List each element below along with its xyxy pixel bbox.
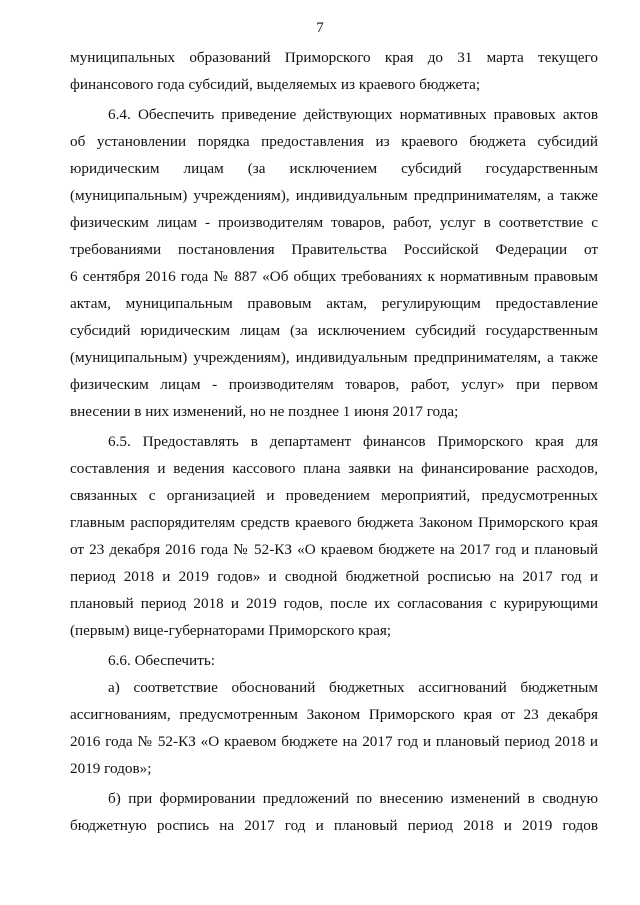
text-line: внесении в них изменений, но не позднее 1 июня 2017 года;: [70, 403, 459, 420]
text-line: плановый период 2018 и 2019 годов, после их согласования с курирующими: [70, 595, 598, 612]
text-line: физическим лицам - производителям товаров, работ, услуг» при первом: [70, 376, 598, 393]
text-line: актам, муниципальным правовым актам, регулирующим предоставление: [70, 295, 598, 312]
text-line: составления и ведения кассового плана заявки на финансирование расходов,: [70, 460, 598, 477]
text-line: 6.5. Предоставлять в департамент финансов Приморского края для: [108, 433, 598, 450]
text-line: период 2018 и 2019 годов» и сводной бюджетной росписью на 2017 год и: [70, 568, 598, 585]
text-line: 6.6. Обеспечить:: [108, 652, 215, 669]
text-line: физическим лицам - производителям товаров, работ, услуг в соответствие с: [70, 214, 598, 231]
text-line: юридическим лицам (за исключением субсидий государственным: [70, 160, 598, 177]
text-line: ассигнованиям, предусмотренным Законом Приморского края от 23 декабря: [70, 706, 598, 723]
text-line: об установлении порядка предоставления из краевого бюджета субсидий: [70, 133, 598, 150]
text-line: (муниципальным) учреждениям), индивидуальным предпринимателям, а также: [70, 349, 598, 366]
text-line: (первым) вице-губернаторами Приморского края;: [70, 622, 392, 639]
text-line: муниципальных образований Приморского края до 31 марта текущего: [70, 49, 598, 66]
text-line: 2019 годов»;: [70, 760, 152, 777]
text-line: субсидий юридическим лицам (за исключением субсидий государственным: [70, 322, 598, 339]
document-body: [70, 44, 598, 839]
text-line: 2016 года № 52-КЗ «О краевом бюджете на 2017 год и плановый период 2018 и: [70, 733, 598, 750]
text-line: главным распорядителям средств краевого бюджета Законом Приморского края: [70, 514, 598, 531]
text-line: (муниципальным) учреждениям), индивидуальным предпринимателям, а также: [70, 187, 598, 204]
text-line: 6 сентября 2016 года № 887 «Об общих требованиях к нормативным правовым: [70, 268, 598, 285]
text-line: бюджетную роспись на 2017 год и плановый период 2018 и 2019 годов: [70, 817, 598, 834]
text-line: а) соответствие обоснований бюджетных ассигнований бюджетным: [108, 679, 598, 696]
text-line: от 23 декабря 2016 года № 52-КЗ «О краевом бюджете на 2017 год и плановый: [70, 541, 598, 558]
text-line: требованиями постановления Правительства Российской Федерации от: [70, 241, 598, 258]
text-line: финансового года субсидий, выделяемых из краевого бюджета;: [70, 76, 481, 93]
text-line: связанных с организацией и проведением мероприятий, предусмотренных: [70, 487, 598, 504]
page-number: 7: [316, 20, 324, 36]
text-line: 6.4. Обеспечить приведение действующих нормативных правовых актов: [108, 106, 598, 123]
text-line: б) при формировании предложений по внесению изменений в сводную: [108, 790, 598, 807]
